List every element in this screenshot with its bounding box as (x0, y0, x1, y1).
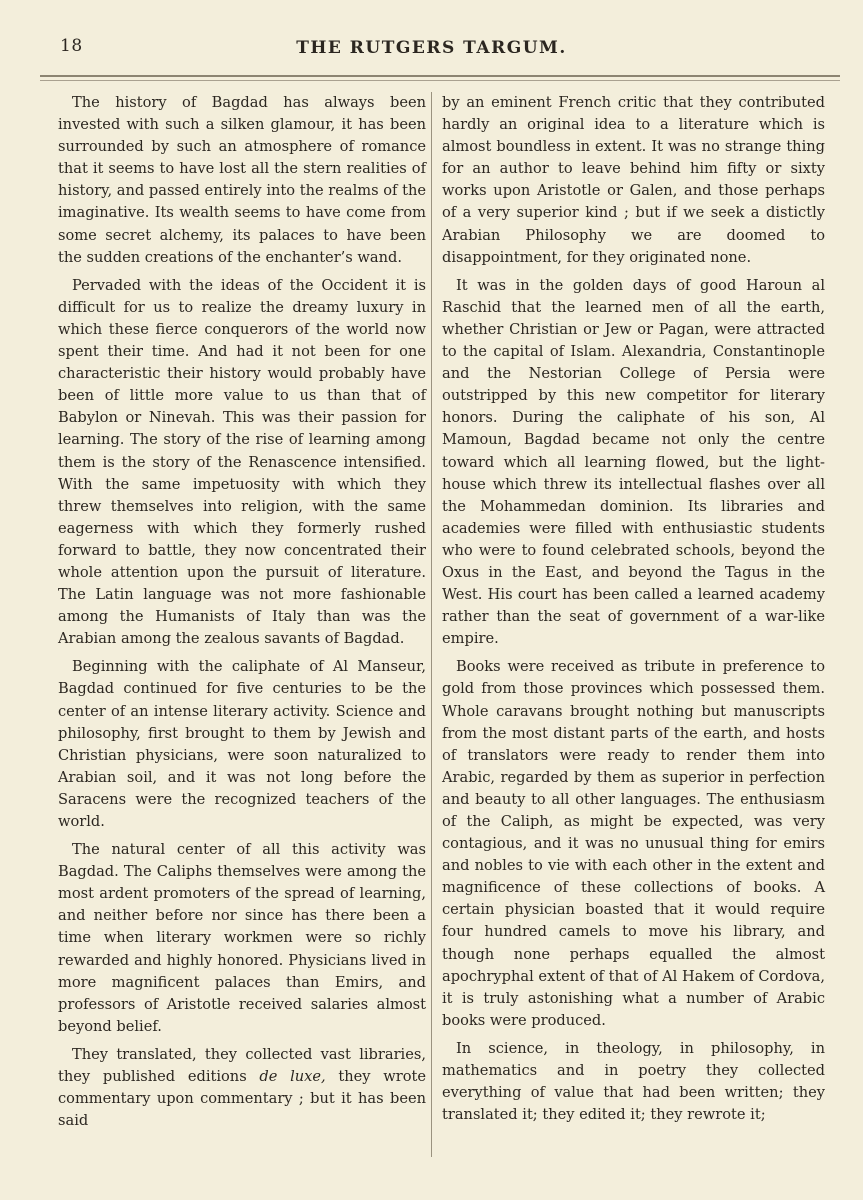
paragraph: Books were received as tribute in preference to gold from those provinces which possessed them. Whole caravans brought nothing but manuscripts from the most distant parts of the earth, and hosts of translators were ready to render them into Arabic, regarded by them as superior in perfection and beauty to all other languages. The enthusiasm of the Caliph, as might be expected, was very contagious, and it was no unusual thing for emirs and nobles to vie with each other in the extent and magnificence of these collections of books. A certain physician boasted that it would require four hundred camels to move his library, and though none perhaps equalled the almost apochryphal extent of that of Al Hakem of Cordova, it is truly astonishing what a number of Arabic books were produced. (442, 658, 825, 1029)
paragraph: Pervaded with the ideas of the Occident it is difficult for us to realize the dreamy luxury in which these fierce conquerors of the world now spent their time. And had it not been for one characteristic their history would probably have been of little more value to us than that of Babylon or Ninevah. This was their passion for learning. The story of the rise of learning among them is the story of the Renascence intensified. With the same impetuosity with which they threw themselves into religion, with the same eagerness with which they formerly rushed forward to battle, they now concentrated their whole attention upon the pursuit of literature. The Latin language was not more fashionable among the Humanists of Italy than was the Arabian among the zealous savants of Bagdad. (58, 276, 426, 648)
right-column (442, 92, 825, 1132)
paragraph: It was in the golden days of good Haroun al Raschid that the learned men of all the earth, whether Christian or Jew or Pagan, were attracted to the capital of Islam. Alexandria, Constantinople and the Nestorian College of Persia were outstripped by this new competitor for literary honors. During the caliphate of his son, Al Mamoun, Bagdad became not only the centre toward which all learning flowed, but the light-house which threw its intellectual flashes over all the Mohammedan dominion. Its libraries and academies were filled with enthusiastic students who were to found celebrated schools, beyond the Oxus in the East, and beyond the Tagus in the West. His court has been called a learned academy rather than the seat of government of a war-like empire. (442, 276, 825, 648)
paragraph: The natural center of all this activity was Bagdad. The Caliphs themselves were among the most ardent promoters of the spread of learning, and neither before nor since has there been a time when literary workmen were so richly rewarded and highly honored. Physicians lived in more magnificent palaces than Emirs, and professors of Aristotle received salaries almost beyond belief. (58, 841, 426, 1035)
italic-phrase: de luxe, (259, 1068, 326, 1086)
page-header (0, 28, 863, 68)
paragraph: by an eminent French critic that they contributed hardly an original idea to a literature which is almost boundless in extent. It was no strange thing for an author to leave behind him fifty or sixty works upon Aristotle or Galen, and those perhaps of a very superior kind ; but if we seek a distictly Arabian Philosophy we are doomed to disappointment, for they originated none. (442, 94, 825, 266)
header-rule-secondary (40, 80, 840, 81)
paragraph: In science, in theology, in philosophy, in mathematics and in poetry they collected everything of value that had been written; they translated it; they edited it; they rewrote it; (442, 1039, 825, 1124)
text-run: They translated, they collected vast libraries, they published editions (58, 1045, 426, 1086)
running-title: THE RUTGERS TARGUM. (296, 38, 567, 58)
header-rule (40, 75, 840, 77)
text-run: they wrote commentary upon commentary ; but it has been said (58, 1068, 426, 1130)
paragraph: Beginning with the caliphate of Al Manseur, Bagdad continued for five centuries to be the center of an intense literary activity. Science and philosophy, first brought to them by Jewish and Christian physicians, were soon naturalized to Arabian soil, and it was not long before the Saracens were the recognized teachers of the world. (58, 658, 426, 830)
paragraph (58, 1044, 426, 1132)
page-number: 18 (60, 36, 83, 56)
column-divider (431, 92, 432, 1157)
left-column (58, 92, 426, 1138)
paragraph: The history of Bagdad has always been invested with such a silken glamour, it has been surrounded by such an atmosphere of romance that it seems to have lost all the stern realities of history, and passed entirely into the realms of the imaginative. Its wealth seems to have come from some secret alchemy, its palaces to have been the sudden creations of the enchanter’s wand. (58, 94, 426, 266)
